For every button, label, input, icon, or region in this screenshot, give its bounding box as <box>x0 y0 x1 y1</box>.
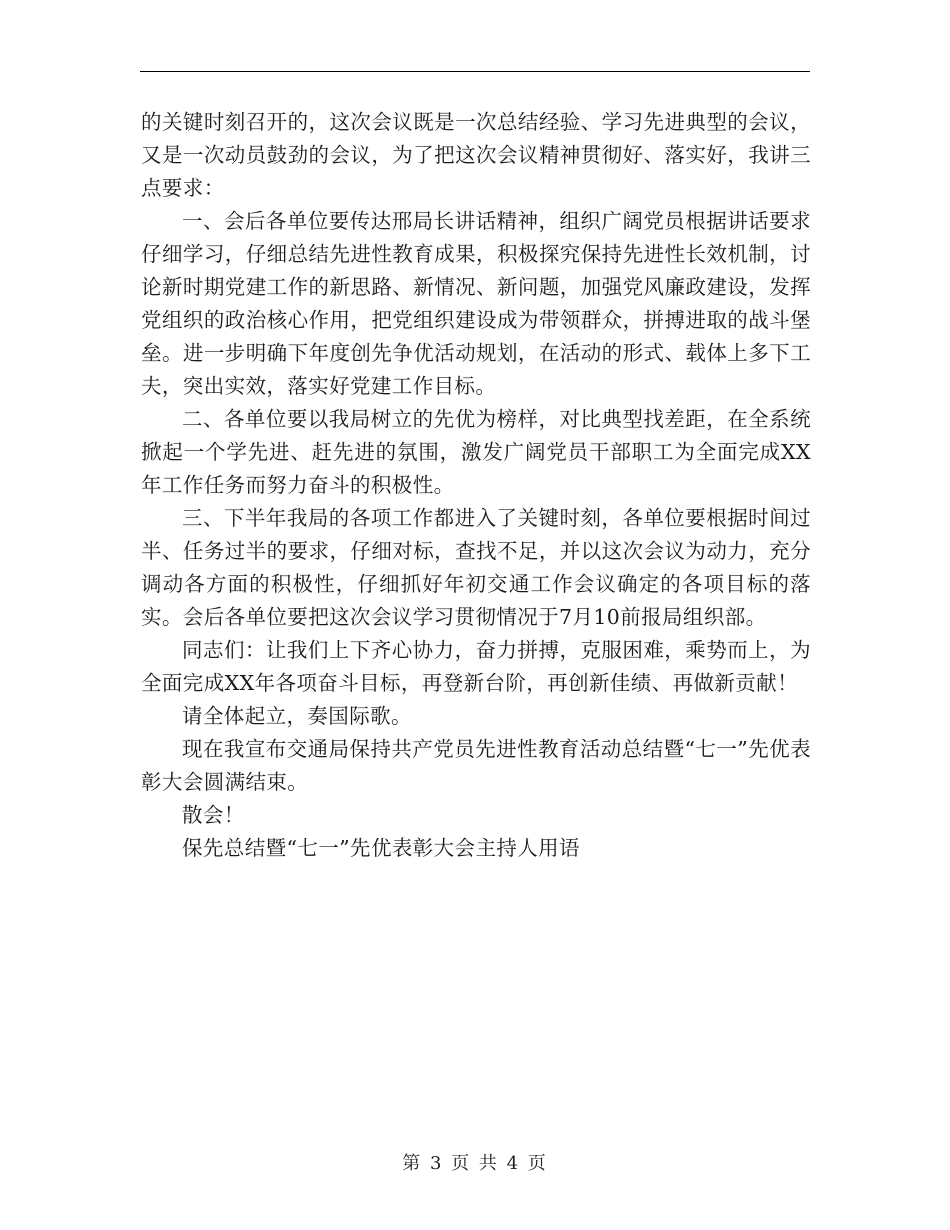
document-body <box>141 106 811 865</box>
paragraph-adjourn: 散会！ <box>182 803 245 827</box>
paragraph-anthem: 请全体起立，奏国际歌。 <box>182 704 412 728</box>
header-rule <box>140 71 810 72</box>
paragraph-closing-announcement: 现在我宣布交通局保持共产党员先进性教育活动总结暨“七一”先优表彰大会圆满结束。 <box>141 737 811 794</box>
paragraph-continued: 的关键时刻召开的，这次会议既是一次总结经验、学习先进典型的会议，又是一次动员鼓劲的会议，为了把这次会议精神贯彻好、落实好，我讲三点要求： <box>141 110 811 200</box>
paragraph-requirement-2: 二、各单位要以我局树立的先优为榜样，对比典型找差距，在全系统掀起一个学先进、赶先进的氛围，激发广阔党员干部职工为全面完成XX年工作任务而努力奋斗的积极性。 <box>141 407 811 497</box>
paragraph-comrades: 同志们：让我们上下齐心协力，奋力拼搏，克服困难，乘势而上，为全面完成XX年各项奋斗目标，再登新台阶，再创新佳绩、再做新贡献！ <box>141 638 811 695</box>
page-number-footer: 第 3 页 共 4 页 <box>402 1153 548 1174</box>
paragraph-document-title: 保先总结暨“七一”先优表彰大会主持人用语 <box>182 836 580 860</box>
paragraph-requirement-3: 三、下半年我局的各项工作都进入了关键时刻，各单位要根据时间过半、任务过半的要求，仔细对标，查找不足，并以这次会议为动力，充分调动各方面的积极性，仔细抓好年初交通工作会议确定的各项目标的落实。会后各单位要把这次会议学习贯彻情况于7月10前报局组织部。 <box>141 506 811 629</box>
paragraph-requirement-1: 一、会后各单位要传达邢局长讲话精神，组织广阔党员根据讲话要求仔细学习，仔细总结先进性教育成果，积极探究保持先进性长效机制，讨论新时期党建工作的新思路、新情况、新问题，加强党风廉政建设，发挥党组织的政治核心作用，把党组织建设成为带领群众，拼搏进取的战斗堡垒。进一步明确下年度创先争优活动规划，在活动的形式、载体上多下工夫，突出实效，落实好党建工作目标。 <box>141 209 811 398</box>
